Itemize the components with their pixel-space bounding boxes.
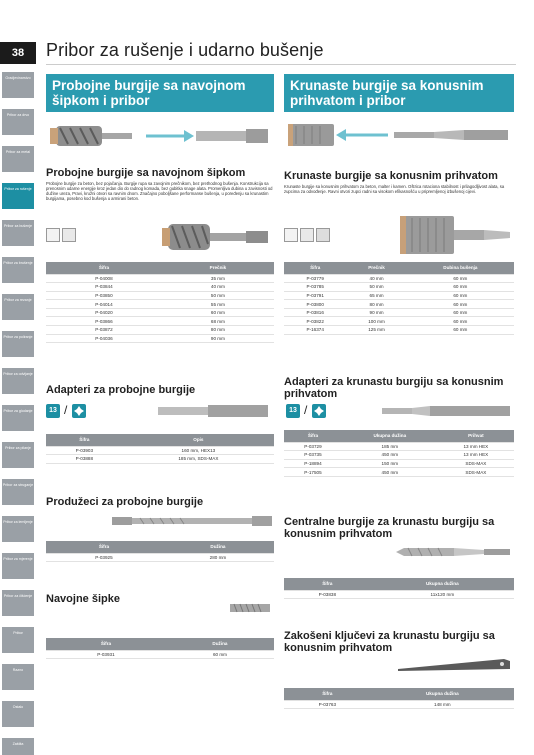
table-row: [284, 590, 514, 599]
sidebar-tab[interactable]: Pribor za lemljenje: [2, 516, 34, 542]
table-row: [284, 283, 514, 292]
table-cell: 50 mm: [162, 291, 274, 300]
table-row: [46, 308, 274, 317]
table-cell: 50 mm: [346, 283, 406, 292]
sidebar-tab[interactable]: Razno: [2, 664, 34, 690]
column-header: Šifra: [284, 688, 371, 700]
table-cell: 60 mm: [407, 274, 514, 283]
table-header-row: [284, 578, 514, 590]
column-header: Dubina bušenja: [407, 262, 514, 274]
extension-rod-image: [110, 511, 274, 531]
table-cell: 90 mm: [162, 334, 274, 343]
table-cell: 68 mm: [162, 317, 274, 326]
sidebar-tab[interactable]: Pribor za bušenje: [2, 220, 34, 246]
sidebar-tab[interactable]: Pribor za struganje: [2, 479, 34, 505]
concrete-icon: [284, 228, 298, 242]
column-header: Prihvat: [438, 430, 514, 442]
table-row: [46, 455, 274, 464]
table-cell: 60 mm: [407, 283, 514, 292]
left-section1-text: Probojne burgije za beton, bez pojačanja. Burgije rupa sa zavojnim prečnikom, bez prethodnog bušenja. Konstrukcija sa prenosnim udarne energije kroz jedan dio do radnog komada, bez gubitka snage alata. Promenljiva dubina u zavisnosti od dužine ureza, Pravi, kružni otvori sa ravnim dnom. Značajno poboljšane performanse bušenja, u poređenju sa krunastim burgijama, posebno kod bušenja u armirani beton.: [46, 181, 273, 201]
left-section4-title: Navojne šipke: [46, 593, 120, 605]
right-table-zakoseni: [284, 688, 514, 709]
table-row: [46, 326, 274, 335]
table-cell: 80 mm: [346, 300, 406, 309]
wedge-key-image: [394, 655, 514, 675]
table-cell: 55 mm: [162, 300, 274, 309]
left-table-adapteri: [46, 434, 274, 464]
right-table-adapteri: [284, 430, 514, 477]
slash-separator: /: [304, 403, 308, 417]
table-cell: P-18894: [284, 459, 342, 468]
table-cell: 450 mm: [342, 451, 438, 460]
table-cell: P-03763: [284, 700, 371, 709]
table-cell: P-03838: [284, 590, 371, 599]
table-cell: P-03850: [46, 291, 162, 300]
table-cell: 13 mm HEX: [438, 442, 514, 451]
table-cell: 185 mm, SDS-MAX: [123, 455, 274, 464]
table-cell: 35 mm: [162, 274, 274, 283]
brick-icon: [300, 228, 314, 242]
sidebar-tab[interactable]: Pribor za mjerenje: [2, 553, 34, 579]
sidebar-tab[interactable]: Pribor za čišćenje: [2, 590, 34, 616]
table-cell: 65 mm: [346, 291, 406, 300]
table-cell: P-04036: [46, 334, 162, 343]
sidebar-tab[interactable]: Pribor za metal: [2, 146, 34, 172]
hex13-icon: 13: [46, 404, 60, 418]
adapter-image: [154, 402, 274, 420]
stone-icon: [316, 228, 330, 242]
table-cell: P-03844: [46, 283, 162, 292]
sidebar: [0, 0, 36, 755]
right-section2-title: Adapteri za krunastu burgiju sa konusnim prihvatom: [284, 376, 504, 400]
right-section1-title: Krunaste burgije sa konusnim prihvatom: [284, 170, 498, 182]
table-cell: P-16374: [284, 326, 346, 335]
table-row: [46, 283, 274, 292]
table-cell: 80 mm: [162, 326, 274, 335]
table-row: [284, 308, 514, 317]
table-header-row: [284, 262, 514, 274]
column-header: Šifra: [284, 262, 346, 274]
table-cell: 40 mm: [162, 283, 274, 292]
table-cell: P-04014: [46, 300, 162, 309]
table-header-row: [46, 638, 274, 650]
table-cell: P-03785: [284, 283, 346, 292]
right-section3-title: Centralne burgije za krunastu burgiju sa konusnim prihvatom: [284, 516, 495, 540]
table-cell: 125 mm: [346, 326, 406, 335]
table-cell: P-17505: [284, 468, 342, 477]
table-row: [284, 300, 514, 309]
table-cell: P-03822: [284, 317, 346, 326]
table-cell: SDS-MAX: [438, 468, 514, 477]
table-row: [46, 334, 274, 343]
column-header: Opis: [123, 434, 274, 446]
table-cell: SDS-MAX: [438, 459, 514, 468]
table-header-row: [46, 434, 274, 446]
sidebar-tab[interactable]: Gradjevinarstvo: [2, 72, 34, 98]
brick-icon: [62, 228, 76, 242]
left-section3-title: Produžeci za probojne burgije: [46, 496, 204, 508]
core-bit-image: [160, 218, 274, 258]
table-cell: 150 mm: [342, 459, 438, 468]
column-header: Šifra: [284, 578, 371, 590]
column-header: Šifra: [284, 430, 342, 442]
threaded-rod-image: [228, 598, 274, 618]
table-cell: P-03816: [284, 308, 346, 317]
table-cell: P-03779: [284, 274, 346, 283]
table-cell: 185 mm: [342, 442, 438, 451]
table-cell: 60 mm: [407, 317, 514, 326]
table-header-row: [284, 430, 514, 442]
core-bit-tapered-image: [284, 118, 514, 152]
table-cell: P-03872: [46, 326, 162, 335]
table-header-row: [46, 262, 274, 274]
column-header: Šifra: [46, 434, 123, 446]
centre-drill-image: [394, 542, 514, 562]
column-header: Prečnik: [346, 262, 406, 274]
table-cell: 60 mm: [166, 650, 274, 659]
left-table-produzeci: [46, 541, 274, 562]
column-header: Šifra: [46, 262, 162, 274]
column-header: Dužina: [162, 541, 274, 553]
table-cell: P-03800: [284, 300, 346, 309]
table-row: [46, 274, 274, 283]
page-number: 38: [0, 42, 36, 64]
table-cell: 60 mm: [407, 300, 514, 309]
sds-max-icon: [72, 404, 86, 418]
table-cell: P-03866: [46, 317, 162, 326]
left-table-burgije: [46, 262, 274, 343]
table-cell: P-03791: [284, 291, 346, 300]
table-row: [284, 442, 514, 451]
table-row: [284, 468, 514, 477]
left-section1-title: Probojne burgije sa navojnom šipkom: [46, 167, 246, 179]
sidebar-tab[interactable]: Pribor za odvijanje: [2, 368, 34, 394]
sidebar-tab[interactable]: Pribor za pilanje: [2, 442, 34, 468]
table-row: [284, 291, 514, 300]
sidebar-tab[interactable]: Ostalo: [2, 701, 34, 727]
table-header-row: [46, 541, 274, 553]
table-row: [46, 291, 274, 300]
table-row: [284, 274, 514, 283]
table-row: [284, 317, 514, 326]
table-row: [284, 459, 514, 468]
table-cell: P-03931: [46, 650, 166, 659]
left-banner: Probojne burgije sa navojnom šipkom i pribor: [46, 74, 274, 112]
column-header: Ukupna dužina: [371, 578, 514, 590]
page-title: Pribor za rušenje i udarno bušenje: [46, 40, 324, 60]
table-cell: 60 mm: [407, 308, 514, 317]
sidebar-tab[interactable]: Pribor za rušenje: [2, 183, 34, 209]
crown-bit-image: [394, 212, 514, 258]
table-row: [284, 700, 514, 709]
column-header: Ukupna dužina: [371, 688, 514, 700]
table-row: [46, 553, 274, 562]
table-cell: 280 mm: [162, 553, 274, 562]
table-cell: 148 mm: [371, 700, 514, 709]
table-cell: P-04008: [46, 274, 162, 283]
right-table-centralne: [284, 578, 514, 599]
table-row: [284, 326, 514, 335]
column-header: Šifra: [46, 638, 166, 650]
table-cell: 160 mm, HEX13: [123, 446, 274, 455]
column-header: Šifra: [46, 541, 162, 553]
title-divider: [46, 64, 516, 65]
sidebar-tab[interactable]: Pribor za rezanje: [2, 294, 34, 320]
table-cell: 450 mm: [342, 468, 438, 477]
table-cell: P-03735: [284, 451, 342, 460]
table-cell: P-04020: [46, 308, 162, 317]
column-header: Dužina: [166, 638, 274, 650]
sidebar-tabs: [2, 72, 34, 755]
right-section4-title: Zakošeni ključevi za krunastu burgiju sa konusnim prihvatom: [284, 630, 495, 654]
table-cell: 13 mm HEX: [438, 451, 514, 460]
column-header: Prečnik: [162, 262, 274, 274]
table-cell: P-03925: [46, 553, 162, 562]
sds-max-icon: [312, 404, 326, 418]
hex13-icon: 13: [286, 404, 300, 418]
table-cell: P-03729: [284, 442, 342, 451]
table-header-row: [284, 688, 514, 700]
table-cell: P-03888: [46, 455, 123, 464]
adapter-image: [380, 402, 514, 420]
sidebar-tab[interactable]: Zaštita: [2, 738, 34, 755]
table-cell: 11x120 mm: [371, 590, 514, 599]
column-header: Ukupna dužina: [342, 430, 438, 442]
sidebar-tab[interactable]: Pribor za poliranje: [2, 331, 34, 357]
table-row: [46, 300, 274, 309]
table-row: [46, 446, 274, 455]
left-table-navojne-sipke: [46, 638, 274, 659]
right-section1-text: Krunaste burgije sa konusnim prihvatom za beton, malter i kamen. Oštrica rotaciona stabilnost i prilagodljivost alata, sa zupcima za odvođenje. Ravni otvori zupci radni sa visokom efikasnošću u pripremljenoj izbušenoj cijevi.: [284, 184, 505, 194]
sidebar-tab[interactable]: Pribor za brušenje: [2, 257, 34, 283]
table-cell: 60 mm: [162, 308, 274, 317]
sidebar-tab[interactable]: Pribor za drvo: [2, 109, 34, 135]
table-cell: 40 mm: [346, 274, 406, 283]
table-row: [46, 650, 274, 659]
table-cell: 60 mm: [407, 326, 514, 335]
right-table-krunaste: [284, 262, 514, 335]
concrete-icon: [46, 228, 60, 242]
sidebar-tab[interactable]: Pribor za glodanje: [2, 405, 34, 431]
slash-separator: /: [64, 403, 68, 417]
table-cell: 90 mm: [346, 308, 406, 317]
right-banner: Krunaste burgije sa konusnim prihvatom i pribor: [284, 74, 514, 112]
table-cell: 60 mm: [407, 291, 514, 300]
table-cell: 100 mm: [346, 317, 406, 326]
table-cell: P-03903: [46, 446, 123, 455]
sidebar-tab[interactable]: Pribor: [2, 627, 34, 653]
table-row: [284, 451, 514, 460]
table-row: [46, 317, 274, 326]
core-bit-with-rod-image: [46, 118, 274, 152]
left-section2-title: Adapteri za probojne burgije: [46, 384, 196, 396]
